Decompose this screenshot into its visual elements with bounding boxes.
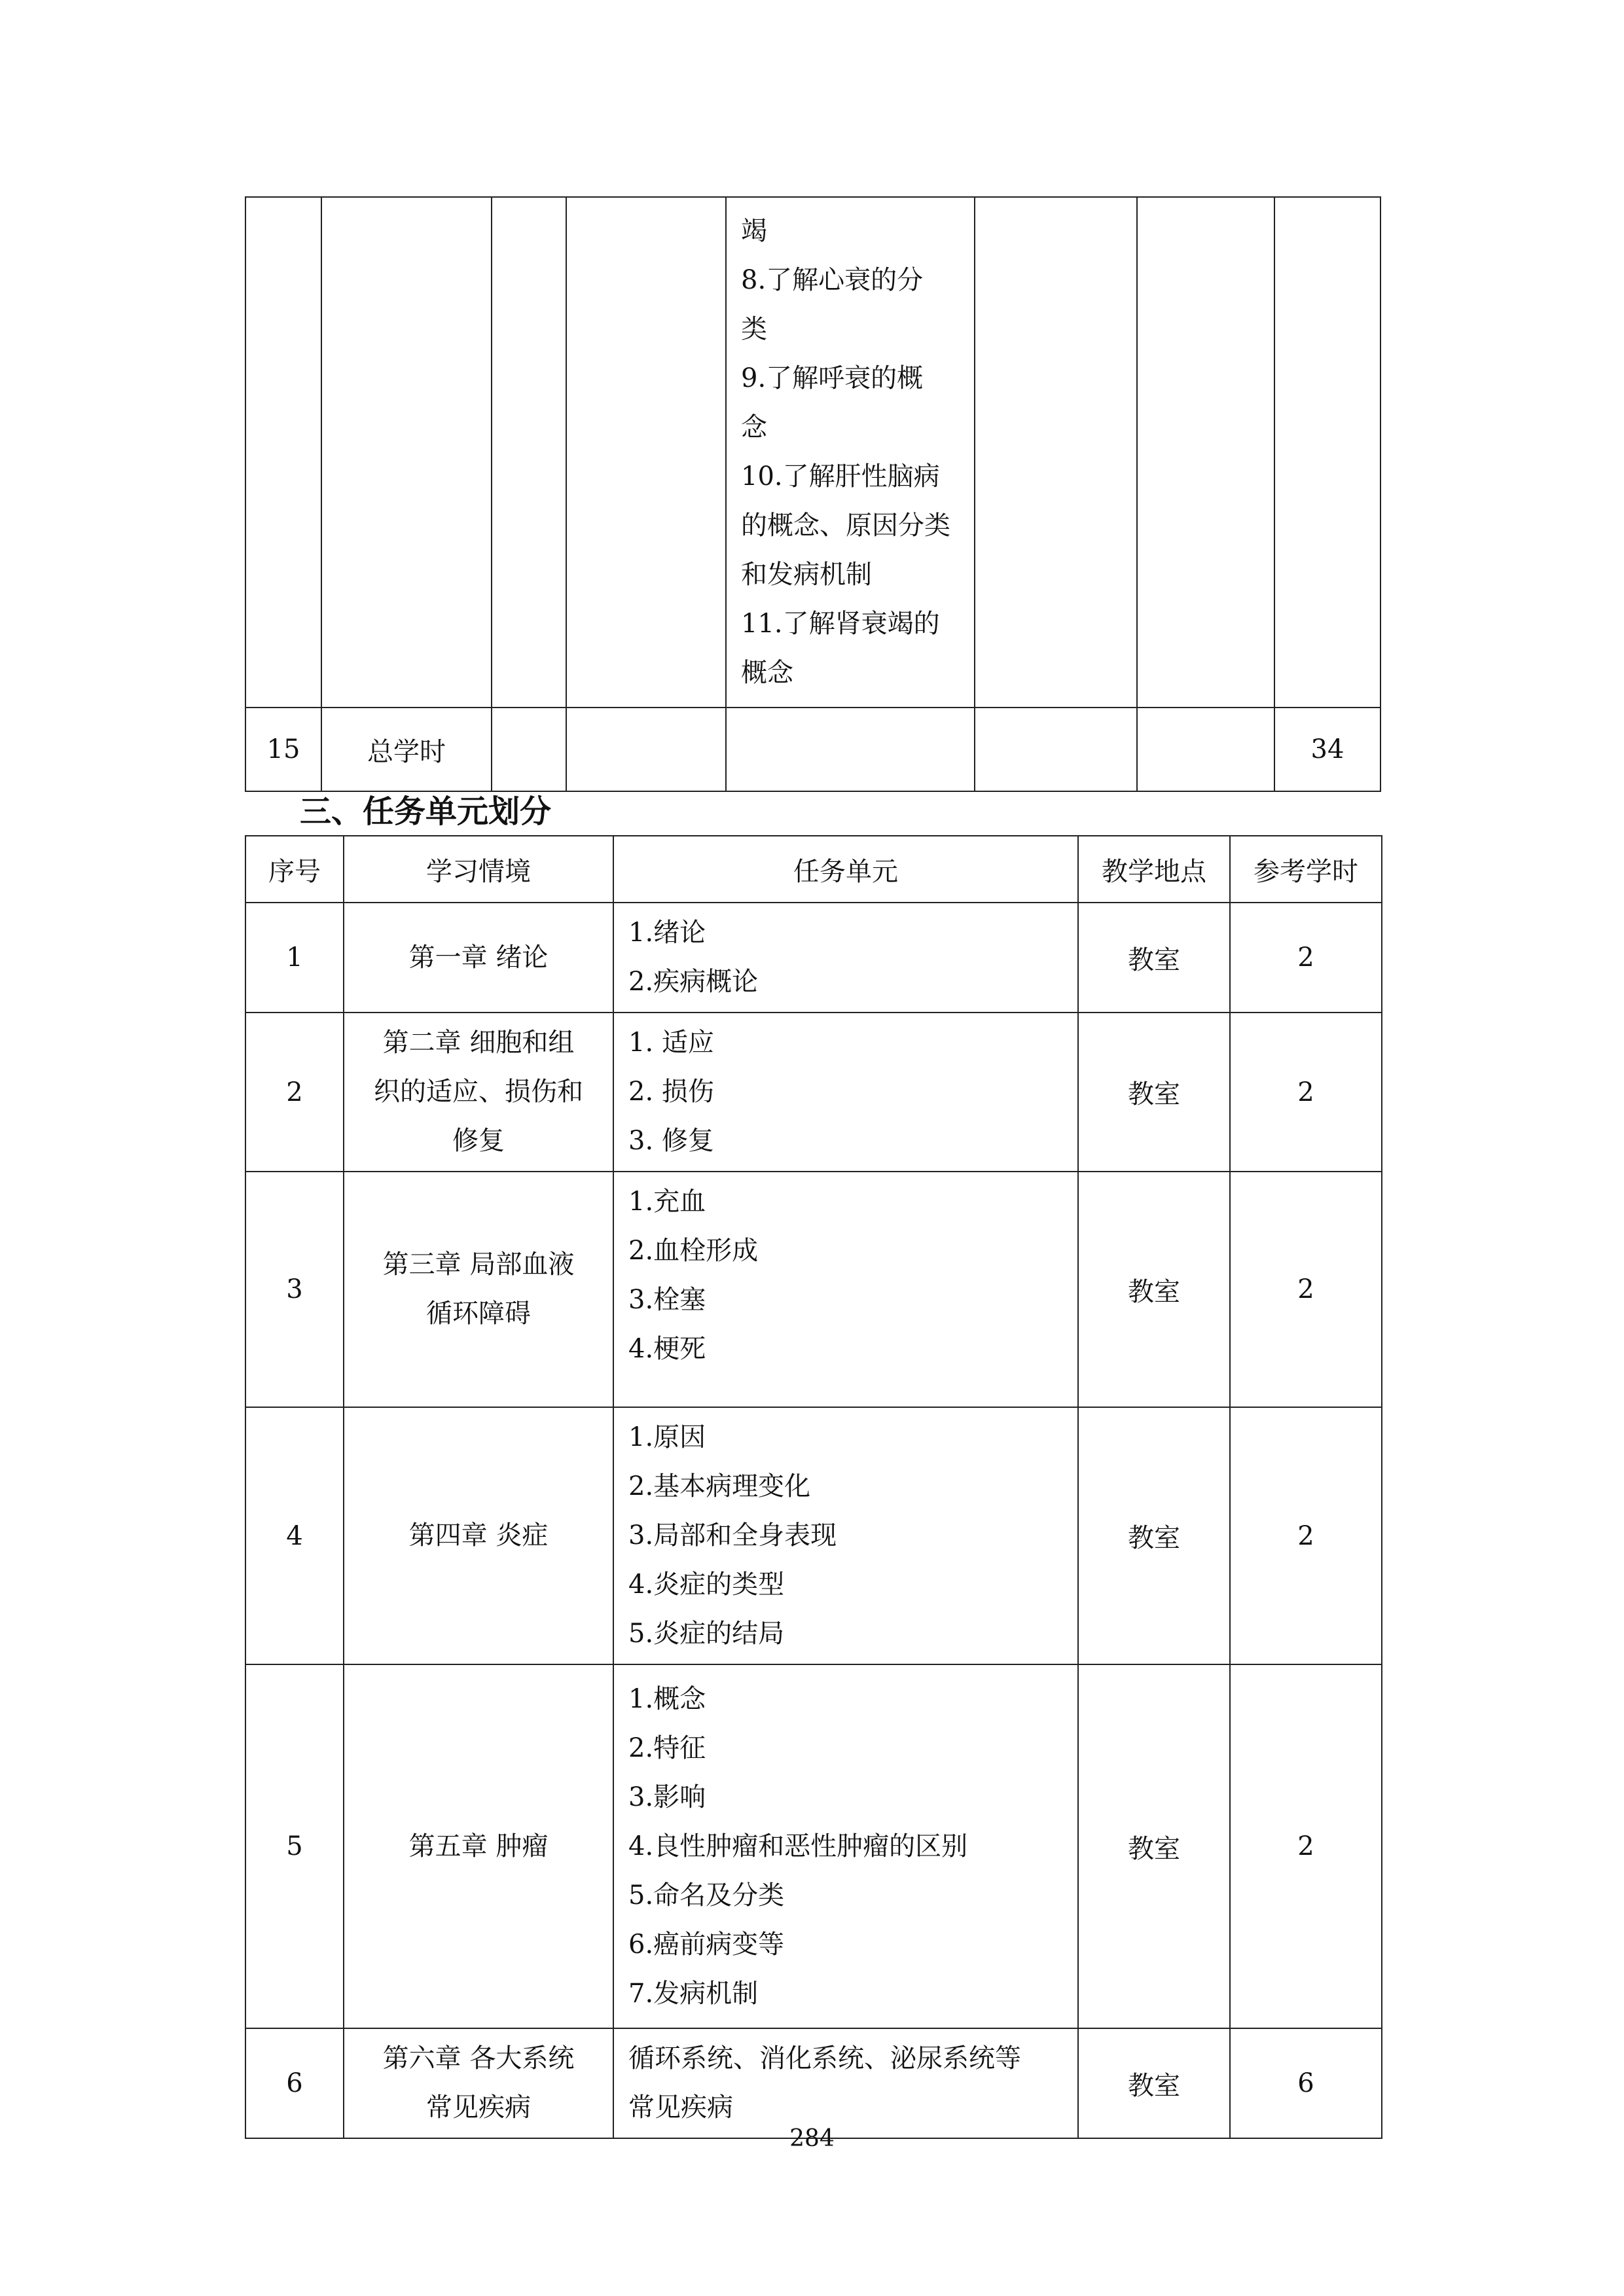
row-situation	[344, 1664, 613, 2028]
table-row	[245, 1407, 1382, 1664]
row-location: 教室	[1078, 1664, 1230, 2028]
table-cell	[245, 197, 321, 708]
unit-line: 2.基本病理变化	[628, 1471, 811, 1501]
table-cell	[975, 708, 1137, 791]
table-row	[245, 197, 1380, 708]
unit-line: 2. 损伤	[628, 1077, 714, 1107]
total-hours: 34	[1274, 708, 1380, 791]
row-index: 3	[245, 1172, 344, 1407]
header-index: 序号	[245, 836, 344, 903]
table-row	[245, 903, 1382, 1013]
unit-line: 4.良性肿瘤和恶性肿瘤的区别	[628, 1831, 968, 1861]
objective-line: 的概念、原因分类	[741, 511, 950, 541]
table-row	[245, 1172, 1382, 1407]
table-cell	[492, 197, 566, 708]
objectives-cell	[726, 197, 975, 708]
row-hours: 6	[1230, 2028, 1382, 2138]
row-situation	[344, 2028, 613, 2138]
unit-line: 7.发病机制	[628, 1978, 759, 2009]
objective-line: 类	[741, 314, 767, 344]
situation-line: 循环障碍	[426, 1299, 531, 1329]
total-index: 15	[245, 708, 321, 791]
header-units: 任务单元	[613, 836, 1078, 903]
table-cell	[321, 197, 492, 708]
row-situation	[344, 903, 613, 1013]
row-situation	[344, 1407, 613, 1664]
row-units	[613, 1664, 1078, 2028]
row-hours: 2	[1230, 1013, 1382, 1172]
table-header-row	[245, 836, 1382, 903]
situation-line: 第二章 细胞和组	[382, 1028, 575, 1058]
total-row	[245, 708, 1380, 791]
table-cell	[566, 708, 726, 791]
task-unit-table	[245, 835, 1382, 2139]
unit-line: 3.影响	[628, 1782, 706, 1812]
unit-line: 4.炎症的类型	[628, 1570, 785, 1600]
objective-line: 竭	[741, 216, 767, 246]
objective-line: 和发病机制	[741, 560, 872, 590]
table-cell	[566, 197, 726, 708]
row-units	[613, 1407, 1078, 1664]
table-cell	[492, 708, 566, 791]
situation-line: 第一章 绪论	[408, 942, 549, 973]
row-units	[613, 2028, 1078, 2138]
row-hours: 2	[1230, 1407, 1382, 1664]
unit-line: 3.栓塞	[628, 1285, 706, 1315]
row-index: 6	[245, 2028, 344, 2138]
unit-line: 4.梗死	[628, 1334, 706, 1364]
objective-line: 8.了解心衰的分	[741, 265, 924, 295]
unit-line: 常见疾病	[628, 2092, 733, 2123]
header-situation: 学习情境	[344, 836, 613, 903]
table-cell	[1137, 708, 1274, 791]
objective-line: 10.了解肝性脑病	[741, 461, 940, 492]
unit-line: 1.概念	[628, 1683, 706, 1714]
situation-line: 第四章 炎症	[408, 1520, 549, 1551]
page-number: 284	[789, 2125, 835, 2152]
unit-line: 5.命名及分类	[628, 1880, 785, 1910]
situation-line: 织的适应、损伤和	[374, 1077, 583, 1107]
total-label: 总学时	[321, 708, 492, 791]
row-situation	[344, 1172, 613, 1407]
table-cell	[1274, 197, 1380, 708]
section-title: 三、任务单元划分	[300, 793, 552, 830]
situation-line: 修复	[452, 1126, 505, 1156]
unit-line: 循环系统、消化系统、泌尿系统等	[628, 2043, 1021, 2073]
row-hours: 2	[1230, 903, 1382, 1013]
situation-line: 常见疾病	[426, 2092, 531, 2123]
unit-line: 1. 适应	[628, 1028, 714, 1058]
table-row	[245, 1013, 1382, 1172]
unit-line: 3.局部和全身表现	[628, 1520, 837, 1551]
row-location: 教室	[1078, 2028, 1230, 2138]
objective-line: 11.了解肾衰竭的	[741, 609, 940, 639]
row-situation	[344, 1013, 613, 1172]
unit-line: 1.充血	[628, 1187, 706, 1217]
row-hours: 2	[1230, 1664, 1382, 2028]
row-location: 教室	[1078, 903, 1230, 1013]
row-index: 1	[245, 903, 344, 1013]
row-location: 教室	[1078, 1013, 1230, 1172]
unit-line: 2.特征	[628, 1732, 706, 1763]
situation-line: 第六章 各大系统	[382, 2043, 575, 2073]
row-location: 教室	[1078, 1407, 1230, 1664]
header-location: 教学地点	[1078, 836, 1230, 903]
situation-line: 第三章 局部血液	[382, 1249, 575, 1280]
row-units	[613, 1172, 1078, 1407]
unit-line: 2.疾病概论	[628, 967, 759, 997]
table-cell	[1137, 197, 1274, 708]
objective-line: 9.了解呼衰的概	[741, 363, 924, 393]
objective-line: 概念	[741, 658, 793, 688]
unit-line: 3. 修复	[628, 1126, 714, 1156]
table-cell	[726, 708, 975, 791]
unit-line: 1.原因	[628, 1422, 706, 1452]
row-hours: 2	[1230, 1172, 1382, 1407]
row-index: 4	[245, 1407, 344, 1664]
row-index: 5	[245, 1664, 344, 2028]
table-cell	[975, 197, 1137, 708]
continuation-table	[245, 196, 1381, 792]
unit-line: 5.炎症的结局	[628, 1619, 785, 1649]
table-row	[245, 2028, 1382, 2138]
row-units	[613, 903, 1078, 1013]
unit-line: 1.绪论	[628, 918, 706, 948]
row-location: 教室	[1078, 1172, 1230, 1407]
unit-line: 2.血栓形成	[628, 1236, 759, 1266]
header-hours: 参考学时	[1230, 836, 1382, 903]
objective-line: 念	[741, 412, 767, 442]
situation-line: 第五章 肿瘤	[408, 1831, 549, 1861]
table-row	[245, 1664, 1382, 2028]
row-units	[613, 1013, 1078, 1172]
row-index: 2	[245, 1013, 344, 1172]
unit-line: 6.癌前病变等	[628, 1929, 785, 1960]
